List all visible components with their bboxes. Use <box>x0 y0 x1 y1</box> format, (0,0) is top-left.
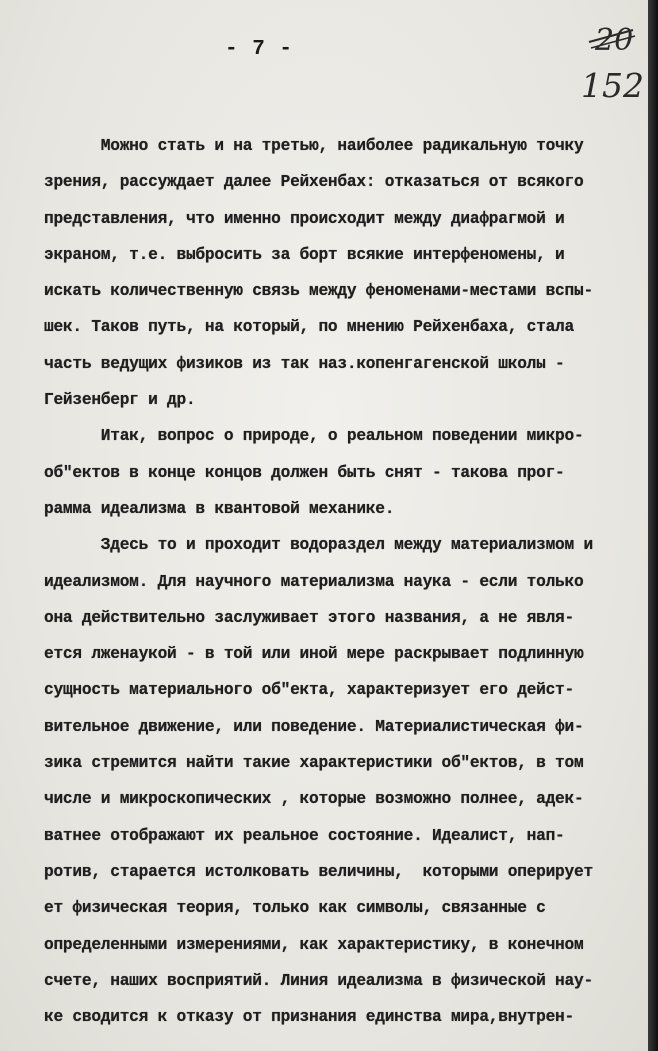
paragraph <box>44 527 644 1035</box>
scan-edge-shadow <box>648 0 658 1051</box>
current-number: 152 <box>581 66 644 105</box>
paragraph <box>44 418 644 527</box>
text-line: искать количественную связь между феноменами-местами вспы- <box>44 282 593 301</box>
handwritten-numbers-drawing <box>575 12 645 112</box>
text-line: ет физическая теория, только как символы, связанные с <box>44 899 546 918</box>
text-line: экраном, т.е. выбросить за борт всякие интерфеномены, и <box>44 245 565 264</box>
text-line: ротив, старается истолковать величины, которыми оперирует <box>44 862 593 881</box>
text-line: Итак, вопрос о природе, о реальном поведении микро- <box>44 427 584 446</box>
text-line: вительное движение, или поведение. Материалистическая фи- <box>44 717 584 736</box>
text-line: представления, что именно происходит между диафрагмой и <box>44 209 565 228</box>
text-line: сущность материального об"екта, характеризует его дейст- <box>44 681 574 700</box>
text-line: шек. Таков путь, на который, по мнению Рейхенбаха, стала <box>44 318 574 337</box>
text-line: числе и микроскопических , которые возможно полнее, адек- <box>44 790 584 809</box>
typewritten-body <box>44 128 644 1035</box>
page-number: - 7 - <box>225 38 294 61</box>
text-line: ватнее отображают их реальное состояние. Идеалист, нап- <box>44 826 565 845</box>
text-line: Гейзенберг и др. <box>44 391 196 410</box>
text-line: идеализмом. Для научного материализма наука - если только <box>44 572 584 591</box>
text-line: определенными измерениями, как характеристику, в конечном <box>44 935 584 954</box>
text-line: ке сводится к отказу от признания единства мира,внутрен- <box>44 1008 574 1027</box>
text-line: Можно стать и на третью, наиболее радикальную точку <box>44 137 584 155</box>
text-line: счете, наших восприятий. Линия идеализма в физической нау- <box>44 971 593 990</box>
archive-number-handwritten <box>575 12 645 112</box>
text-line: часть ведущих физиков из так наз.копенгагенской школы - <box>44 354 565 373</box>
crossed-out-number: 20 <box>595 23 634 58</box>
paragraph <box>44 128 644 418</box>
text-line: рамма идеализма в квантовой механике. <box>44 499 395 518</box>
text-line: Здесь то и проходит водораздел между материализмом и <box>44 536 593 555</box>
text-line: ется лженаукой - в той или иной мере раскрывает подлинную <box>44 645 584 664</box>
text-line: об"ектов в конце концов должен быть снят - такова прог- <box>44 463 565 482</box>
text-line: зика стремится найти такие характеристики об"ектов, в том <box>44 754 584 773</box>
text-line: она действительно заслуживает этого названия, а не явля- <box>44 608 574 627</box>
text-line: зрения, рассуждает далее Рейхенбах: отказаться от всякого <box>44 173 584 192</box>
